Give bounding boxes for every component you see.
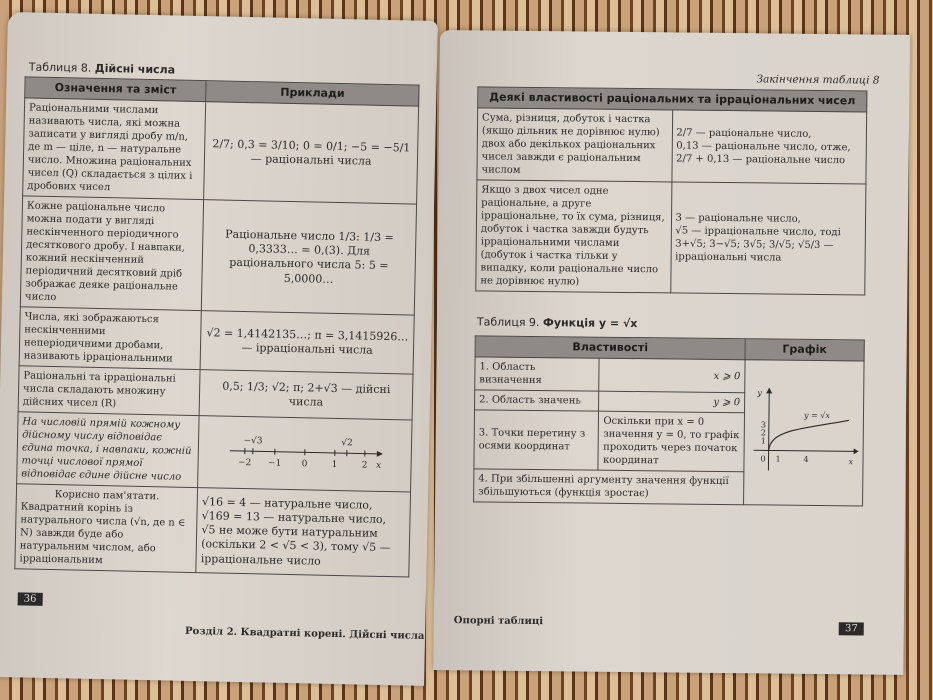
example-cell: √2 = 1,4142135…; π = 3,1415926… — ірраціональні числа (200, 311, 414, 374)
svg-text:y: y (757, 388, 762, 398)
example-cell: √16 = 4 — натуральне число, √169 = 13 — натуральне число, √5 не може бути натуральним (оскільки 2 < √5 < 3), тому √5 — ірраціональне число (196, 488, 410, 577)
example-cell: 2/7 — раціональне число, 0,13 — раціональне число, отже, 2/7 + 0,13 — раціональне число (671, 110, 866, 184)
svg-text:x: x (376, 460, 382, 471)
continuation-label: Закінчення таблиці 8 (756, 73, 880, 87)
definition-cell: На числовій прямій кожному дійсному числу відповідає єдина точка, і навпаки, кожній точці числової прямої відповідає єдине дійсне число (17, 412, 200, 488)
svg-text:2: 2 (361, 460, 368, 471)
table-row (20, 196, 416, 315)
header-graph: Графік (745, 339, 864, 362)
page-number: 36 (18, 592, 43, 606)
table-8-continued (475, 86, 867, 295)
svg-text:1: 1 (760, 436, 766, 446)
definition-cell: Раціональні та ірраціональні числа складають множину дійсних чисел (R) (18, 366, 200, 416)
property-cell: 1. Область визначення (475, 357, 600, 391)
svg-text:−1: −1 (267, 458, 282, 469)
table-row (17, 412, 412, 492)
header-examples: Приклади (206, 81, 419, 107)
table-8 (14, 76, 419, 577)
value-cell: Оскільки при x = 0 значення y = 0, то графік проходить через початок координат (598, 411, 744, 472)
table-8-title: Таблиця 8. Дійсні числа (28, 60, 176, 77)
definition-cell: Якщо з двох чисел одне раціональне, а друге ірраціональне, то їх сума, різниця, добуток і частка завжди будуть ірраціональними числами (добуток і частка тільки у випадку, коли раціональне число не дорівнює нулю) (476, 180, 672, 293)
property-cell: 4. При збільшенні аргументу значення функції збільшуються (функція зростає) (474, 469, 744, 505)
header-properties: Деякі властивості раціональних та ірраціональних чисел (478, 87, 867, 112)
table-row (475, 357, 864, 394)
svg-text:√2: √2 (341, 437, 353, 448)
example-cell: 3 — раціональне число, √5 — ірраціональне число, тоді 3+√5; 3−√5; 3√5; 3/√5; √5/3 — ірраціональні числа (670, 182, 866, 295)
svg-text:−√3: −√3 (243, 435, 263, 447)
property-cell: 3. Точки перетину з осями координат (474, 410, 599, 470)
number-line-diagram (225, 430, 386, 473)
property-cell: 2. Область значень (475, 390, 600, 411)
definition-cell: Числа, які зображаються нескінченними неперіодичними дробами, називають ірраціональними (19, 307, 201, 370)
table-row (15, 484, 411, 577)
table-9 (473, 335, 865, 506)
svg-text:0: 0 (301, 458, 308, 470)
table-row (19, 307, 414, 374)
table-row (18, 366, 413, 420)
page-footer: Розділ 2. Квадратні корені. Дійсні числа (184, 625, 425, 642)
definition-cell: Кожне раціональне число можна подати у вигляді нескінченного періодичного десяткового дробу. І навпаки, кожний нескінченний періодичний десятковий дріб зображає деяке раціональне число (20, 196, 204, 311)
value-cell: y ⩾ 0 (599, 391, 745, 413)
table-9-title: Таблиця 9. Функція y = √x (476, 315, 638, 331)
svg-text:y = √x: y = √x (803, 411, 830, 421)
definition-cell: Корисно пам'ятати. Квадратний корінь із натурального числа (√n, де n ∈ N) завжди буде або натуральним числом, або ірраціональним (15, 484, 198, 573)
left-page (0, 12, 438, 686)
svg-text:1: 1 (331, 459, 338, 470)
sqrt-function-graph (748, 386, 859, 477)
svg-text:4: 4 (803, 455, 809, 465)
definition-cell: Раціональними числами називають числа, які можна записати у вигляді дробу m/n, де m — ціле, n — натуральне число. Множина раціональних чисел (Q) складається з цілих і дробових чисел (23, 98, 206, 200)
example-cell: 2/7; 0,3 = 3/10; 0 = 0/1; −5 = −5/1 — раціональні числа (204, 102, 419, 204)
svg-text:0: 0 (760, 454, 766, 464)
right-page (433, 30, 910, 675)
svg-text:3: 3 (760, 420, 767, 430)
graph-cell (744, 360, 865, 506)
page-number: 37 (839, 622, 864, 635)
table-row (476, 180, 866, 295)
example-cell: 0,5; 1/3; √2; π; 2+√3 — дійсні числа (199, 370, 413, 420)
svg-text:−2: −2 (237, 457, 252, 468)
table-row (477, 108, 867, 184)
page-footer: Опорні таблиці (453, 615, 544, 628)
header-properties: Властивості (475, 336, 745, 360)
svg-text:2: 2 (760, 428, 766, 438)
number-line-cell (198, 416, 412, 492)
value-cell: x ⩾ 0 (599, 358, 745, 393)
definition-cell: Сума, різниця, добуток і частка (якщо дільник не дорівнює нулю) двох або декількох раціональних чисел завжди є раціональним числом (477, 108, 672, 182)
svg-text:x: x (848, 457, 854, 467)
table-row (23, 98, 419, 204)
header-definition: Означення та зміст (25, 77, 207, 102)
example-cell: Раціональне число 1/3: 1/3 = 0,3333… = 0,(3). Для раціонального числа 5: 5 = 5,0000… (202, 200, 417, 315)
svg-text:1: 1 (775, 454, 781, 464)
